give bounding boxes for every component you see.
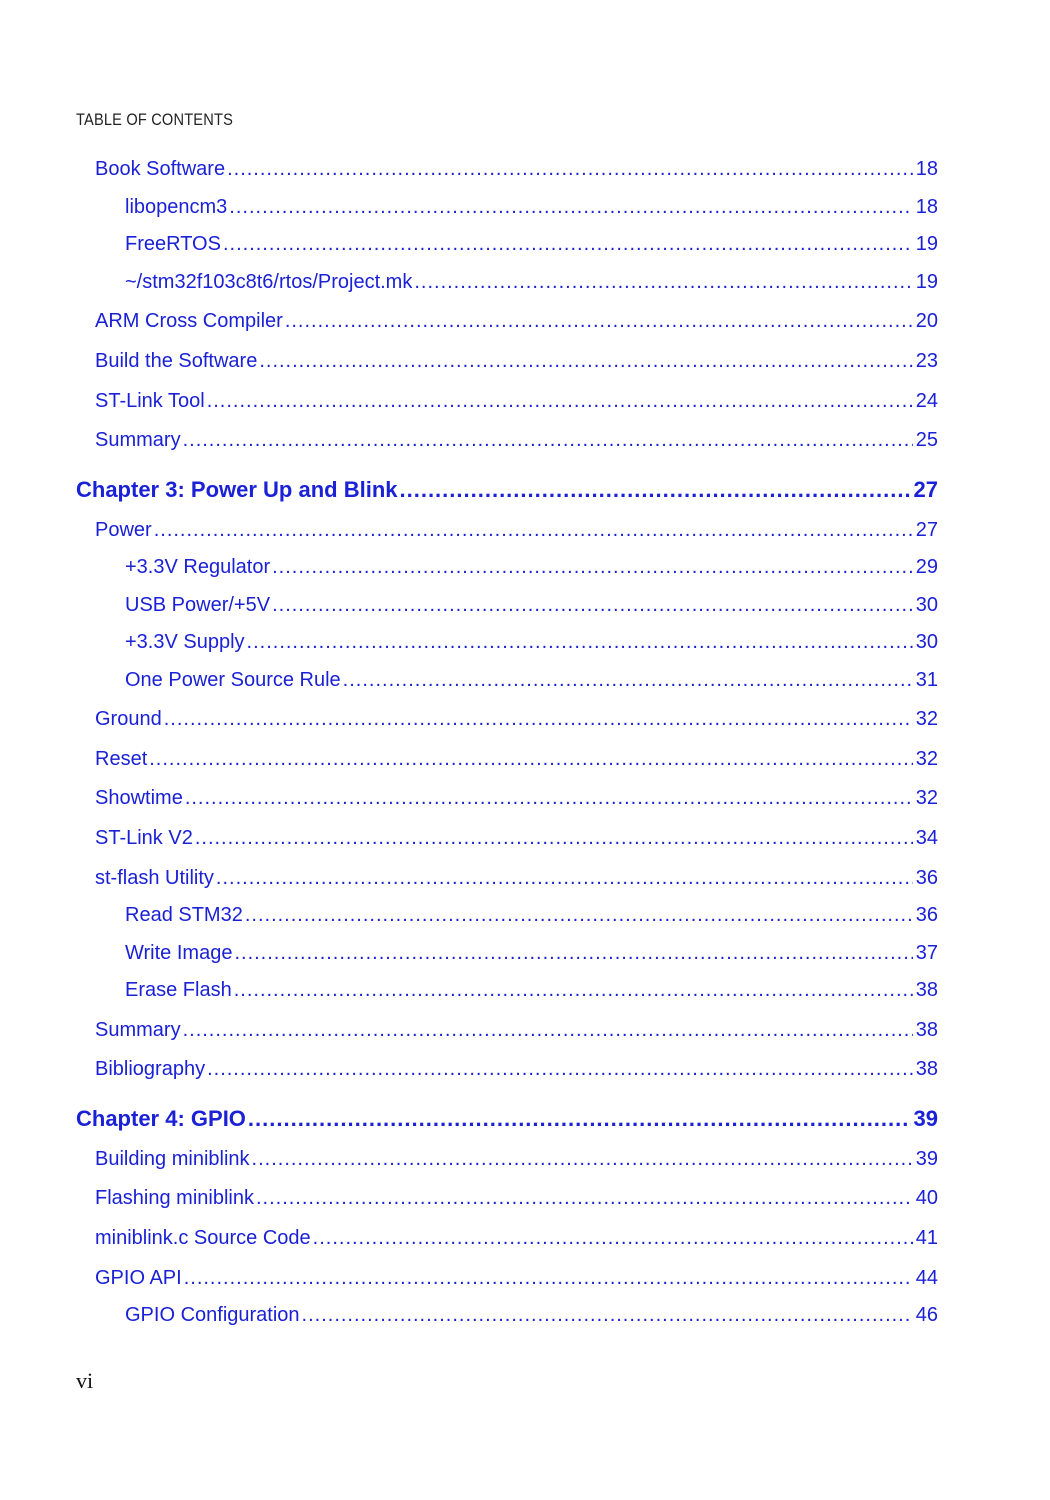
toc-entry-one-power-source-rule[interactable] xyxy=(125,669,938,692)
dot-leader xyxy=(272,556,913,579)
page-number: vi xyxy=(76,1368,94,1393)
toc-entry-title: One Power Source Rule xyxy=(125,669,341,691)
toc-entry-page: 32 xyxy=(915,708,938,730)
dot-leader xyxy=(234,979,913,1002)
toc-entry-title: GPIO API xyxy=(95,1267,182,1289)
toc-entry-showtime[interactable] xyxy=(95,787,938,810)
toc-entry-build-the-software[interactable] xyxy=(95,350,938,373)
toc-entry-reset[interactable] xyxy=(95,748,938,771)
toc-entry-page: 23 xyxy=(915,350,938,372)
toc-entry-stm32f103c8t6-rtos-project-mk[interactable] xyxy=(125,271,938,294)
toc-entry-title: Chapter 3: Power Up and Blink xyxy=(76,477,398,502)
toc-entry-title: Summary xyxy=(95,429,181,451)
dot-leader xyxy=(414,271,912,294)
toc-entry-title: Chapter 4: GPIO xyxy=(76,1106,246,1131)
toc-entry-page: 32 xyxy=(915,787,938,809)
dot-leader xyxy=(272,594,913,617)
toc-entry-page: 39 xyxy=(915,1148,938,1170)
toc-entry-title: +3.3V Supply xyxy=(125,631,245,653)
toc-entry-page: 46 xyxy=(915,1304,938,1326)
toc-entry-st-link-v2[interactable] xyxy=(95,827,938,850)
toc-entry-title: ST-Link Tool xyxy=(95,390,205,412)
toc-entry-page: 30 xyxy=(915,594,938,616)
toc-entry-page: 38 xyxy=(915,979,938,1001)
toc-entry-title: Read STM32 xyxy=(125,904,243,926)
dot-leader xyxy=(164,708,913,731)
dot-leader xyxy=(185,787,913,810)
toc-entry-title: Erase Flash xyxy=(125,979,232,1001)
dot-leader xyxy=(285,310,913,333)
toc-entry-building-miniblink[interactable] xyxy=(95,1148,938,1171)
toc-entry-3-3v-regulator[interactable] xyxy=(125,556,938,579)
toc-entry-title: Book Software xyxy=(95,158,226,180)
toc-entry-3-3v-supply[interactable] xyxy=(125,631,938,654)
toc-entry-page: 32 xyxy=(915,748,938,770)
toc-chapter-chapter-3-power-up-and-blink[interactable] xyxy=(76,477,938,503)
toc-entry-title: Bibliography xyxy=(95,1058,206,1080)
toc-entry-page: 37 xyxy=(915,942,938,964)
toc-entry-st-link-tool[interactable] xyxy=(95,390,938,413)
toc-entry-page: 24 xyxy=(915,390,938,412)
toc-entry-libopencm3[interactable] xyxy=(125,196,938,219)
toc-entry-page: 20 xyxy=(915,310,938,332)
toc-chapter-chapter-4-gpio[interactable] xyxy=(76,1106,938,1132)
dot-leader xyxy=(259,350,912,373)
dot-leader xyxy=(302,1304,913,1327)
dot-leader xyxy=(247,631,913,654)
dot-leader xyxy=(195,827,913,850)
toc-entry-ground[interactable] xyxy=(95,708,938,731)
dot-leader xyxy=(252,1148,913,1171)
toc-entry-page: 18 xyxy=(915,196,938,218)
dot-leader xyxy=(183,429,913,452)
toc-entry-page: 29 xyxy=(915,556,938,578)
toc-entry-flashing-miniblink[interactable] xyxy=(95,1187,938,1210)
toc-entry-write-image[interactable] xyxy=(125,942,938,965)
toc-entry-title: ARM Cross Compiler xyxy=(95,310,283,332)
toc-entry-title: FreeRTOS xyxy=(125,233,221,255)
toc-entry-title: Summary xyxy=(95,1019,181,1041)
dot-leader xyxy=(245,904,913,927)
dot-leader xyxy=(248,1106,911,1132)
toc-entry-page: 36 xyxy=(915,867,938,889)
toc-entry-title: Build the Software xyxy=(95,350,258,372)
toc-entry-page: 25 xyxy=(915,429,938,451)
toc-entry-power[interactable] xyxy=(95,519,938,542)
dot-leader xyxy=(207,1058,913,1081)
toc-entry-st-flash-utility[interactable] xyxy=(95,867,938,890)
toc-entry-title: Power xyxy=(95,519,152,541)
toc-entry-title: USB Power/+5V xyxy=(125,594,271,616)
toc-entry-gpio-api[interactable] xyxy=(95,1267,938,1290)
toc-entry-book-software[interactable] xyxy=(95,158,938,181)
toc-entry-title: Building miniblink xyxy=(95,1148,250,1170)
toc-entry-arm-cross-compiler[interactable] xyxy=(95,310,938,333)
dot-leader xyxy=(149,748,913,771)
toc-entry-page: 27 xyxy=(915,519,938,541)
toc-entry-read-stm32[interactable] xyxy=(125,904,938,927)
dot-leader xyxy=(216,867,913,890)
dot-leader xyxy=(400,477,911,503)
toc-entry-page: 18 xyxy=(915,158,938,180)
toc-entry-title: ~/stm32f103c8t6/rtos/Project.mk xyxy=(125,271,413,293)
dot-leader xyxy=(343,669,913,692)
toc-entry-page: 27 xyxy=(913,477,938,502)
dot-leader xyxy=(223,233,913,256)
toc-entry-summary[interactable] xyxy=(95,429,938,452)
dot-leader xyxy=(229,196,912,219)
toc-entry-page: 41 xyxy=(915,1227,938,1249)
dot-leader xyxy=(154,519,913,542)
toc-entry-title: Showtime xyxy=(95,787,183,809)
toc-entry-page: 31 xyxy=(915,669,938,691)
toc-entry-miniblink-c-source-code[interactable] xyxy=(95,1227,938,1250)
running-header: TABLE OF CONTENTS xyxy=(76,110,234,129)
toc-entry-gpio-configuration[interactable] xyxy=(125,1304,938,1327)
toc-entry-page: 39 xyxy=(913,1106,938,1131)
toc-entry-freertos[interactable] xyxy=(125,233,938,256)
toc-entry-page: 34 xyxy=(915,827,938,849)
toc-entry-title: Ground xyxy=(95,708,162,730)
toc-entry-erase-flash[interactable] xyxy=(125,979,938,1002)
toc-entry-page: 44 xyxy=(915,1267,938,1289)
toc-entry-usb-power-5v[interactable] xyxy=(125,594,938,617)
toc-entry-page: 40 xyxy=(915,1187,938,1209)
toc-entry-page: 38 xyxy=(915,1019,938,1041)
toc-entry-page: 38 xyxy=(915,1058,938,1080)
toc-entry-title: Write Image xyxy=(125,942,233,964)
toc-entry-title: libopencm3 xyxy=(125,196,228,218)
toc-entry-page: 30 xyxy=(915,631,938,653)
dot-leader xyxy=(234,942,912,965)
toc-entry-title: Flashing miniblink xyxy=(95,1187,254,1209)
toc-entry-bibliography[interactable] xyxy=(95,1058,938,1081)
dot-leader xyxy=(183,1019,913,1042)
toc-entry-summary[interactable] xyxy=(95,1019,938,1042)
toc-entry-title: st-flash Utility xyxy=(95,867,214,889)
toc-entry-title: miniblink.c Source Code xyxy=(95,1227,311,1249)
toc-entry-title: ST-Link V2 xyxy=(95,827,193,849)
toc-entry-title: +3.3V Regulator xyxy=(125,556,271,578)
toc-entry-title: Reset xyxy=(95,748,148,770)
toc-entry-page: 19 xyxy=(915,271,938,293)
dot-leader xyxy=(313,1227,913,1250)
dot-leader xyxy=(207,390,913,413)
dot-leader xyxy=(227,158,913,181)
toc-entry-page: 36 xyxy=(915,904,938,926)
toc-entry-title: GPIO Configuration xyxy=(125,1304,300,1326)
dot-leader xyxy=(184,1267,913,1290)
dot-leader xyxy=(256,1187,913,1210)
toc-entry-page: 19 xyxy=(915,233,938,255)
